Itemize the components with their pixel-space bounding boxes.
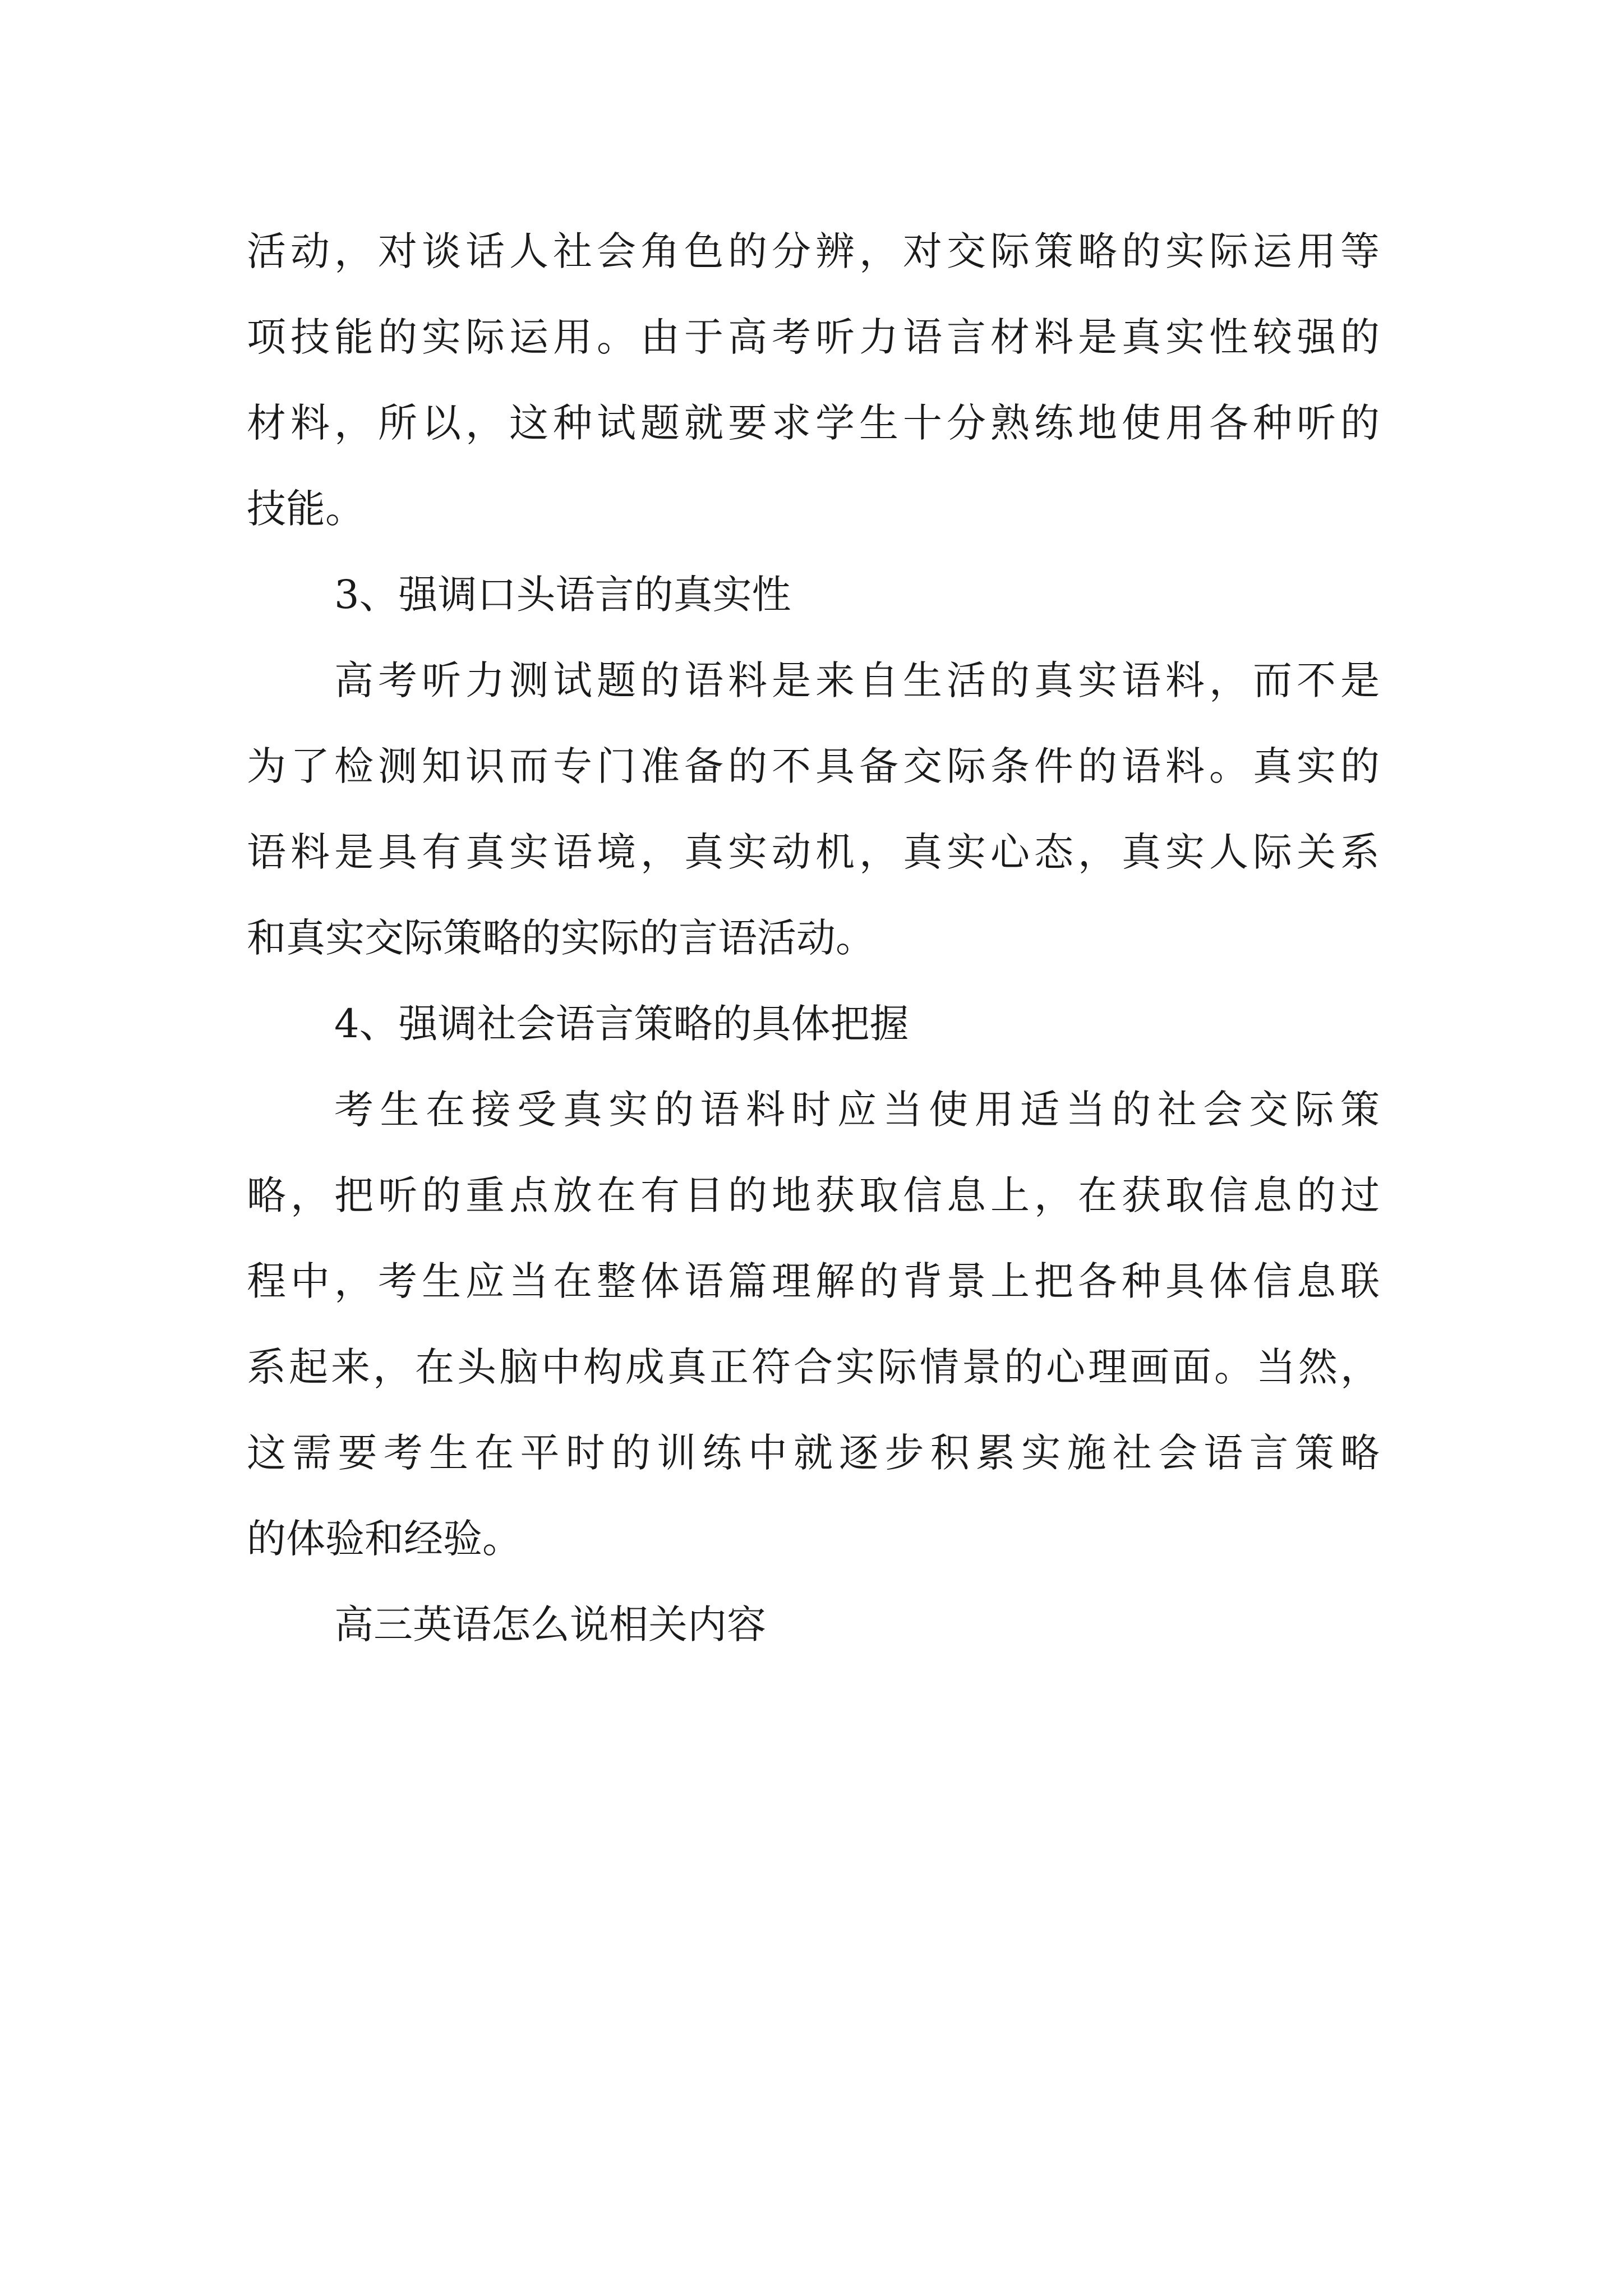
paragraph-line: 略，把听的重点放在有目的地获取信息上，在获取信息的过 <box>247 1172 1380 1218</box>
paragraph-line: 材料，所以，这种试题就要求学生十分熟练地使用各种听的 <box>247 400 1380 446</box>
document-body <box>247 209 1380 1668</box>
section-heading: 4、强调社会语言策略的具体把握 <box>334 1001 909 1047</box>
paragraph-line: 和真实交际策略的实际的言语活动。 <box>247 915 875 961</box>
paragraph-line: 程中，考生应当在整体语篇理解的背景上把各种具体信息联 <box>247 1258 1380 1304</box>
related-content-label: 高三英语怎么说相关内容 <box>334 1602 766 1648</box>
paragraph-line: 技能。 <box>247 486 365 532</box>
paragraph-line: 考生在接受真实的语料时应当使用适当的社会交际策 <box>334 1087 1380 1133</box>
paragraph-line: 为了检测知识而专门准备的不具备交际条件的语料。真实的 <box>247 743 1380 789</box>
paragraph-line: 项技能的实际运用。由于高考听力语言材料是真实性较强的 <box>247 314 1380 360</box>
paragraph-line: 系起来，在头脑中构成真正符合实际情景的心理画面。当然， <box>247 1344 1380 1390</box>
paragraph-line: 的体验和经验。 <box>247 1516 522 1562</box>
section-heading: 3、强调口头语言的真实性 <box>334 572 791 618</box>
paragraph-line: 语料是具有真实语境，真实动机，真实心态，真实人际关系 <box>247 829 1380 875</box>
paragraph-line: 这需要考生在平时的训练中就逐步积累实施社会语言策略 <box>247 1430 1380 1476</box>
paragraph-line: 高考听力测试题的语料是来自生活的真实语料，而不是 <box>334 657 1380 703</box>
paragraph-line: 活动，对谈话人社会角色的分辨，对交际策略的实际运用等 <box>247 228 1380 274</box>
